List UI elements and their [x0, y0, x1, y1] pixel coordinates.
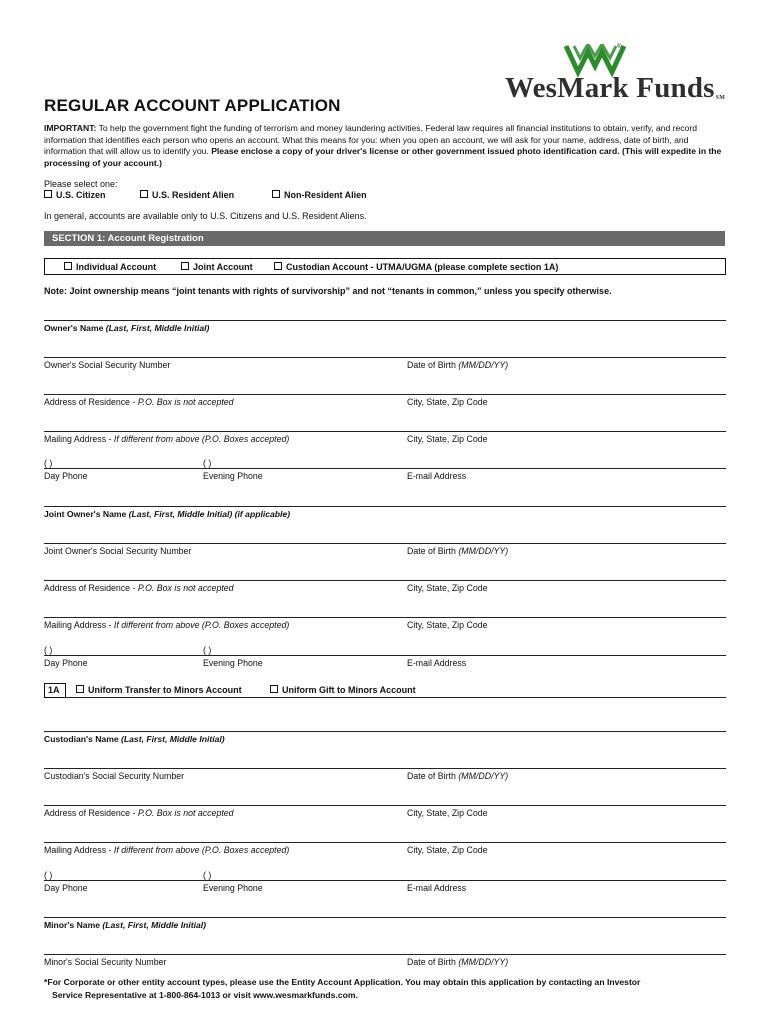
checkbox-icon[interactable]	[270, 685, 278, 693]
option-us-citizen[interactable]: U.S. Citizen	[44, 190, 106, 200]
custodian-name-line[interactable]	[44, 731, 726, 732]
joint-address-line[interactable]	[44, 580, 726, 581]
service-mark: SM	[715, 95, 726, 101]
joint-evening-phone-label: Evening Phone	[203, 658, 263, 668]
owner-csz-label: City, State, Zip Code	[407, 397, 488, 407]
owner-name-label: Owner's Name (Last, First, Middle Initial)	[44, 323, 210, 333]
owner-day-phone-label: Day Phone	[44, 471, 88, 481]
owner-phone-line[interactable]	[44, 468, 726, 469]
custodian-day-phone-area: ( )	[44, 870, 53, 880]
option-us-resident-alien[interactable]: U.S. Resident Alien	[140, 190, 234, 200]
joint-ssn-label: Joint Owner's Social Security Number	[44, 546, 192, 556]
joint-mailing-label: Mailing Address - If different from above (P.O. Boxes accepted)	[44, 620, 290, 630]
custodian-name-label: Custodian's Name (Last, First, Middle Initial)	[44, 734, 225, 744]
minor-dob-label: Date of Birth (MM/DD/YY)	[407, 957, 509, 967]
joint-mailing-line[interactable]	[44, 617, 726, 618]
custodian-email-label: E-mail Address	[407, 883, 467, 893]
option-utma[interactable]: Uniform Transfer to Minors Account	[76, 685, 242, 695]
custodian-address-label: Address of Residence - P.O. Box is not accepted	[44, 808, 234, 818]
footer-note	[44, 976, 726, 1002]
custodian-day-phone-label: Day Phone	[44, 883, 88, 893]
checkbox-icon[interactable]	[140, 190, 148, 198]
owner-address-line[interactable]	[44, 394, 726, 395]
citizenship-note: In general, accounts are available only to U.S. Citizens and U.S. Resident Aliens.	[44, 211, 367, 221]
minor-ssn-line[interactable]	[44, 954, 726, 955]
joint-csz-label: City, State, Zip Code	[407, 583, 488, 593]
joint-name-label: Joint Owner's Name (Last, First, Middle Initial) (if applicable)	[44, 509, 291, 519]
custodian-mailing-line[interactable]	[44, 842, 726, 843]
brand-name: WesMark FundsSM	[505, 72, 726, 104]
custodian-mailing-label: Mailing Address - If different from above (P.O. Boxes accepted)	[44, 845, 290, 855]
minor-ssn-label: Minor's Social Security Number	[44, 957, 167, 967]
owner-mailing-csz-label: City, State, Zip Code	[407, 434, 488, 444]
owner-ssn-line[interactable]	[44, 357, 726, 358]
citizenship-prompt: Please select one:	[44, 179, 118, 189]
owner-evening-phone-label: Evening Phone	[203, 471, 263, 481]
owner-mailing-label: Mailing Address - If different from above (P.O. Boxes accepted)	[44, 434, 290, 444]
custodian-ssn-line[interactable]	[44, 768, 726, 769]
joint-name-line[interactable]	[44, 506, 726, 507]
checkbox-icon[interactable]	[181, 262, 189, 270]
custodian-address-line[interactable]	[44, 805, 726, 806]
owner-mailing-line[interactable]	[44, 431, 726, 432]
checkbox-icon[interactable]	[272, 190, 280, 198]
option-ugma[interactable]: Uniform Gift to Minors Account	[270, 685, 416, 695]
joint-mailing-csz-label: City, State, Zip Code	[407, 620, 488, 630]
joint-email-label: E-mail Address	[407, 658, 467, 668]
owner-ssn-label: Owner's Social Security Number	[44, 360, 171, 370]
important-notice	[44, 123, 726, 169]
custodian-evening-phone-label: Evening Phone	[203, 883, 263, 893]
minor-name-line[interactable]	[44, 917, 726, 918]
footer-line-2: Service Representative at 1-800-864-1013 or visit www.wesmarkfunds.com.	[52, 990, 358, 1000]
joint-address-label: Address of Residence - P.O. Box is not accepted	[44, 583, 234, 593]
owner-name-line[interactable]	[44, 320, 726, 321]
section1a-rule	[64, 697, 726, 698]
custodian-evening-phone-area: ( )	[203, 870, 212, 880]
footer-line-1: *For Corporate or other entity account types, please use the Entity Account Application. You may obtain this application by contacting an Investor	[44, 977, 641, 987]
registered-mark: ®	[617, 44, 622, 50]
checkbox-icon[interactable]	[76, 685, 84, 693]
important-lead: IMPORTANT:	[44, 123, 97, 133]
owner-evening-phone-area: ( )	[203, 458, 212, 468]
checkbox-icon[interactable]	[274, 262, 282, 270]
option-individual-account[interactable]: Individual Account	[64, 262, 156, 272]
joint-dob-label: Date of Birth (MM/DD/YY)	[407, 546, 509, 556]
custodian-ssn-label: Custodian's Social Security Number	[44, 771, 185, 781]
owner-dob-label: Date of Birth (MM/DD/YY)	[407, 360, 509, 370]
joint-ssn-line[interactable]	[44, 543, 726, 544]
important-text: To help the government fight the funding of terrorism and money laundering activities, Federal law requires all financial institutions to obtain, verify, and record information that identifies each person who opens an account. What this means for you: when you open an account, we will ask for your name, address, date of birth, and information that will allow us to identify you.	[44, 123, 697, 157]
joint-evening-phone-area: ( )	[203, 645, 212, 655]
important-bold: Please enclose a copy of your driver's license or other government issued photo identification card. (This will expedite in the processing of your account.)	[44, 146, 722, 168]
custodian-csz-label: City, State, Zip Code	[407, 808, 488, 818]
section1a-label: 1A	[48, 685, 60, 695]
joint-phone-line[interactable]	[44, 655, 726, 656]
owner-email-label: E-mail Address	[407, 471, 467, 481]
option-joint-account[interactable]: Joint Account	[181, 262, 253, 272]
joint-day-phone-label: Day Phone	[44, 658, 88, 668]
section1-title: SECTION 1: Account Registration	[52, 233, 204, 244]
option-custodian-account[interactable]: Custodian Account - UTMA/UGMA (please complete section 1A)	[274, 262, 558, 272]
owner-day-phone-area: ( )	[44, 458, 53, 468]
owner-address-label: Address of Residence - P.O. Box is not accepted	[44, 397, 234, 407]
custodian-mailing-csz-label: City, State, Zip Code	[407, 845, 488, 855]
custodian-phone-line[interactable]	[44, 880, 726, 881]
joint-day-phone-area: ( )	[44, 645, 53, 655]
minor-name-label: Minor's Name (Last, First, Middle Initial)	[44, 920, 207, 930]
page-title: REGULAR ACCOUNT APPLICATION	[44, 96, 341, 115]
option-non-resident-alien[interactable]: Non-Resident Alien	[272, 190, 367, 200]
checkbox-icon[interactable]	[64, 262, 72, 270]
joint-ownership-note: Note: Joint ownership means “joint tenants with rights of survivorship” and not “tenants in common,” unless you specify otherwise.	[44, 286, 612, 296]
custodian-dob-label: Date of Birth (MM/DD/YY)	[407, 771, 509, 781]
checkbox-icon[interactable]	[44, 190, 52, 198]
